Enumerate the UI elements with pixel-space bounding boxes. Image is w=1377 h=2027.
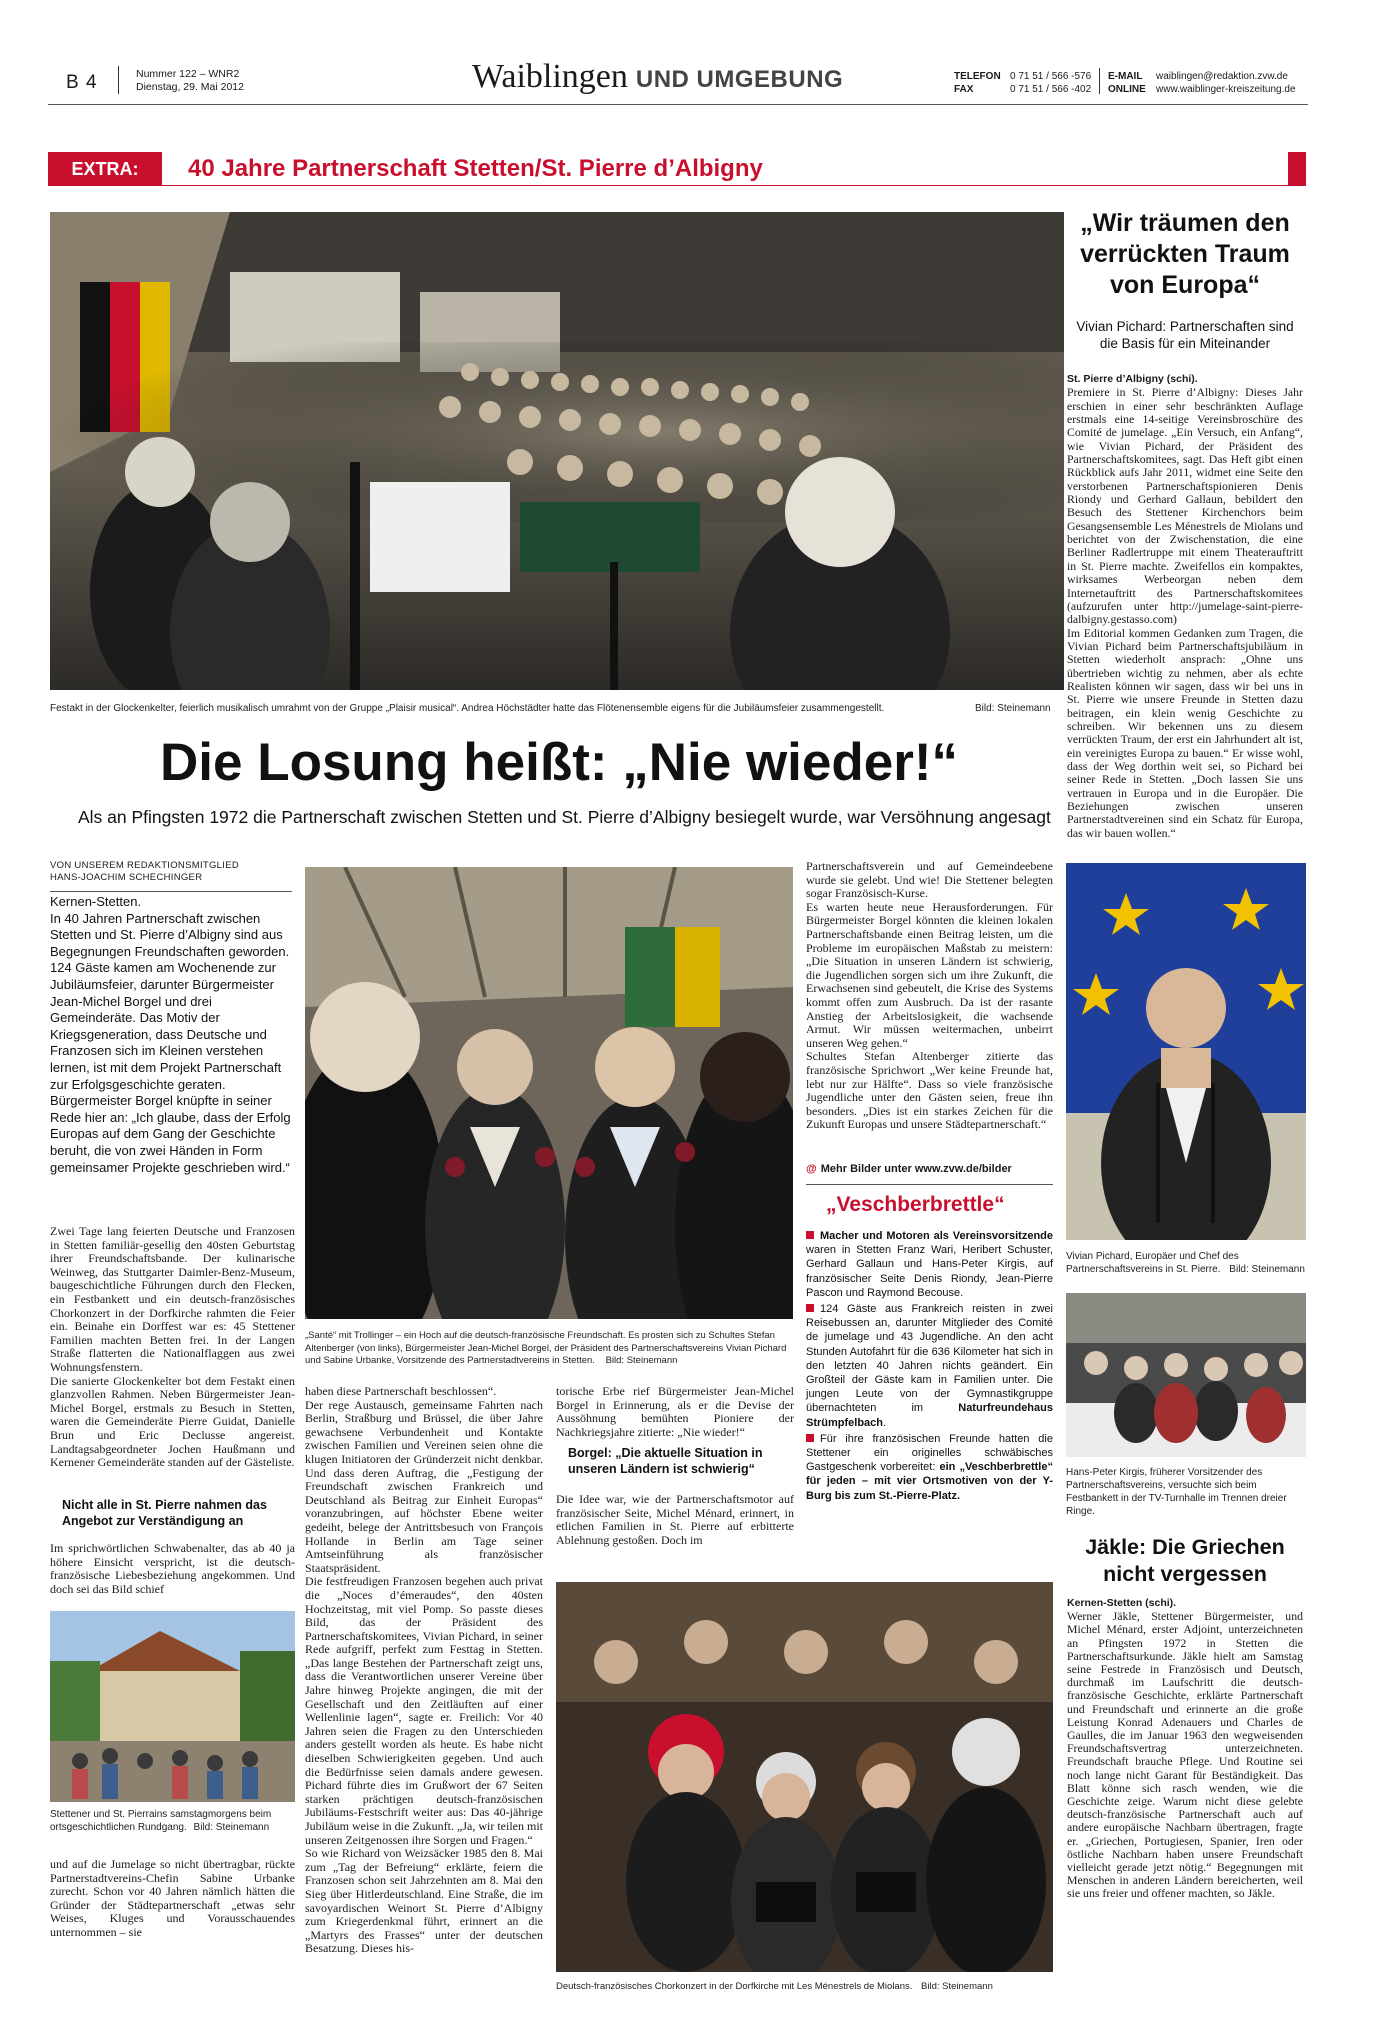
photo-chorkonzert-credit: Bild: Steinemann: [921, 1981, 993, 1992]
veschber-item-3-text: Für ihre französischen Freunde hatten die Stettener ein originelles schwäbisches Gastgeschenk vorbereitet:: [806, 1432, 1053, 1474]
main-headline: Die Losung heißt: „Nie wieder!“: [160, 733, 959, 792]
right-article-text: Premiere in St. Pierre d’Albigny: Dieses Jahr erschien in einer sehr beschränkten Auflage erstmals eine 14-seitige Vereinsbroschüre des Comité de jumelage. „Ein Versuch, ein Anfang“, wie Vivian Pichard, der Präsident des Partnerschaftskomitees, sagt. Das Heft gibt einen Rückblick aufs Jahr 2011, widmet eine Seite den verstorbenen Partnerschaftspionieren Denis Riondy und Gerhard Gallaun, bebildert den Besuch des Stettener Kirchenchors beim Gesangsensemble Les Ménestrels de Miolans und berichtet von der Zwischenstation, die eine Berliner Radlertruppe mit einem Theaterauftritt in St. Pierre machte. Zweifellos ein kompaktes, wirksames Werbeorgan neben dem Internetauftritt des Partnerschaftskomitees (aufzurufen unter http://jumelage-saint-pierre-dalbigny.gestasso.com) Im Editorial kommen Gedanken zum Tragen, die Vivian Pichard beim Partnerschaftsjubiläum in Stetten wiederholt ansprach: „Ohne uns übertrieben wichtig zu nehmen, aber als echte Realisten können wir sagen, dass wir bei uns in St. Pierre wie unsere Freunde in Stetten dazu beitragen, ein klein wenig Geschichte zu schreiben. Wir bekennen uns zu diesem verrückten Traum, der erst ein Jahrhundert alt ist, ein vereinigtes Europa zu bauen.“ Er wisse wohl, dass der Weg dorthin weit sei, so Pichard bei seiner Rede in Stetten. „Doch lassen Sie uns vertrauen in Europa und in die Europäer. Die Beziehungen zwischen unseren Partnerstadtvereinen sind ein Schatz für Europa, das wir bauen wollen.“: [1067, 385, 1303, 840]
right-article: [1067, 372, 1303, 840]
header-divider-2: [1099, 68, 1100, 94]
photo-pichard-caption-text: Vivian Pichard, Europäer und Chef des Partnerschaftsvereins in St. Pierre.: [1066, 1251, 1239, 1275]
col4-text: Partnerschaftsverein und auf Gemeindeebene wurde sie gelebt. Und wie! Die Stettener belegten sogar Französisch-Kurse. Es warten heute neue Herausforderungen. Für Bürgermeister Borgel könnten die kleinen lokalen Partnerschaftsbande einen Beitrag leisten, um die Probleme im europäischen Maßstab zu meistern: „Die Situation in unseren Ländern ist schwierig, die Jugendlichen sorgen sich um ihre Zukunft, die Erwachsenen sind gebeutelt, die Krise des Systems kommt offen zum Ausbruch. Da ist der rasante Anstieg der Arbeitslosigkeit, die wachsende Armut. Wir müssen weitermachen, unbeirrt unseren Weg gehen.“ Schultes Stefan Altenberger zitierte das französische Sprichwort „Wer keine Freunde hat, lebt nur zur Hälfte“. Dass so viele französische Jugendliche unter den Gästen seien, freue ihn besonders. „Dies ist ein starkes Zeichen für die Zukunft Europas und unsere Städtepartnerschaft.“: [806, 859, 1053, 1132]
col3-text-a: torische Erbe rief Bürgermeister Jean-Michel Borgel in Erinnerung, als er die Devise der Aussöhnung bemühten Pioniere der Nachkriegsjahre zitierte: „Nie wieder!“: [556, 1384, 794, 1439]
photo-kirgis-caption: Hans-Peter Kirgis, früherer Vorsitzender des Partnerschaftsvereins, versuchte sich beim Festbankett in der TV-Turnhalle im Trennen dreier Ringe.: [1066, 1467, 1287, 1517]
photo-rundgang: [50, 1611, 295, 1802]
contact-block: [954, 70, 1120, 96]
more-pictures-link[interactable]: [806, 1162, 1053, 1176]
photo-chorkonzert-caption: [556, 1980, 1053, 1993]
main-photo-credit: Bild: Steinemann: [975, 703, 1051, 714]
photo-pichard: [1066, 863, 1306, 1240]
fax-value: 0 71 51 / 566 -402: [1010, 84, 1092, 95]
contact-block-2: [1108, 70, 1296, 96]
photo-kirgis-image: [1066, 1293, 1306, 1457]
bullet-square-icon: [806, 1434, 814, 1442]
at-icon: @: [806, 1163, 817, 1175]
header-divider-1: [118, 66, 119, 94]
veschber-item-1-text: waren in Stetten Franz Wari, Heribert Schuster, Gerhard Gallaun und Hans-Peter Kirgis, auf französischer Seite Denis Riondy, Jean-Pierre Pascon und Raymond Becouse.: [806, 1244, 1053, 1299]
photo-sante: [305, 867, 793, 1319]
photo-rundgang-caption-text: Stettener und St. Pierrains samstagmorgens beim ortsgeschichtlichen Rundgang.: [50, 1809, 272, 1833]
col1-text-b: Im sprichwörtlichen Schwabenalter, das ab 40 ja höhere Einsicht verspricht, ist die deutsch-französische Liebesbeziehung angekommen. Und doch sei das Bild schief: [50, 1541, 295, 1596]
issue-info: [136, 68, 244, 94]
jaekle-headline: Jäkle: Die Griechen nicht vergessen: [1085, 1535, 1285, 1586]
photo-sante-image: [305, 867, 793, 1319]
photo-rundgang-credit: Bild: Steinemann: [193, 1822, 270, 1833]
banner-title: 40 Jahre Partnerschaft Stetten/St. Pierre d’Albigny: [188, 155, 763, 182]
col1-text-a: Zwei Tage lang feierten Deutsche und Franzosen in Stetten familiär-gesellig den 40sten Geburtstag ihrer Freundschaftsbande. Der kulinarische Weinweg, das Stuttgarter Daimler-Benz-Museum, baugeschichtliche Führungen durch den Flecken, ein Festbankett und ein deutsch-französisches Chorkonzert in der Dorfkirche rahmten die Feier ein. Beinahe ein Dorffest war es: 45 Stettener Familien machten Betten frei. In der Langen Straße flatterten die Nationalflaggen aus zwei Wohnungsfenstern. Die sanierte Glockenkelter bot dem Festakt einen glanzvollen Rahmen. Neben Bürgermeister Jean-Michel Borgel, erstmals zu Besuch in Stetten, waren die Gemeinderäte Pierre Guidat, Danielle Brun und Eric Declusse angereist. Landtagsabgeordneter Jochen Haußmann und Kernener Gemeinderäte standen auf der Gästeliste.: [50, 1224, 295, 1470]
banner-underline: [162, 185, 1288, 186]
photo-rundgang-image: [50, 1611, 295, 1802]
main-photo-festakt: [50, 212, 1064, 690]
byline-line2: HANS-JOACHIM SCHECHINGER: [50, 872, 203, 883]
telefon-value: 0 71 51 / 566 -576: [1010, 71, 1092, 82]
telefon-label: TELEFON: [954, 71, 1001, 82]
byline: [50, 860, 300, 884]
veschber-item-1: [806, 1229, 1053, 1300]
col1-text-c: und auf die Jumelage so nicht übertragbar, rückte Partnerstadtvereins-Chefin Sabine Urbanke zurecht. Schon vor 40 Jahren nämlich hätten die Gründer der Städtepartnerschaft „etwas sehr Weises, Kluges und Vorausschauendes unternommen – sie: [50, 1857, 295, 1939]
photo-chorkonzert-image: [556, 1582, 1053, 1972]
banner-end-bar: [1288, 152, 1306, 186]
fax-label: FAX: [954, 84, 974, 95]
online-value[interactable]: www.waiblinger-kreiszeitung.de: [1156, 84, 1296, 95]
photo-chorkonzert: [556, 1582, 1053, 1972]
email-value[interactable]: waiblingen@redaktion.zvw.de: [1156, 71, 1288, 82]
veschber-item-1-bold: Macher und Motoren als Vereinsvorsitzende: [820, 1230, 1053, 1242]
col3-text-b: Die Idee war, wie der Partnerschaftsmotor auf französischer Seite, Michel Ménard, erinnert, in etlichen Familien in St. Pierre auf erbitterte Ablehnung gestoßen. Doch im: [556, 1492, 794, 1547]
right-subheadline: Vivian Pichard: Partnerschaften sind die Basis für ein Miteinander: [1076, 319, 1294, 351]
main-photo-caption: Festakt in der Glockenkelter, feierlich musikalisch umrahmt von der Gruppe „Plaisir musical“. Andrea Höchstädter hatte das Flötenensemble eigens für die Jubiläumsfeier zusammengestellt.: [50, 703, 885, 714]
bullet-square-icon: [806, 1231, 814, 1239]
veschber-item-2: [806, 1302, 1053, 1430]
more-pictures-text[interactable]: Mehr Bilder unter www.zvw.de/bilder: [820, 1163, 1012, 1175]
main-subheadline: Als an Pfingsten 1972 die Partnerschaft zwischen Stetten und St. Pierre d’Albigny besiegelt wurde, war Versöhnung angesagt: [78, 807, 1051, 827]
byline-rule: [50, 891, 292, 892]
photo-rundgang-caption: [50, 1808, 295, 1834]
online-label: ONLINE: [1108, 84, 1146, 95]
photo-chorkonzert-caption-text: Deutsch-französisches Chorkonzert in der Dorfkirche mit Les Ménestrels de Miolans.: [556, 1981, 913, 1992]
veschber-item-2-text: 124 Gäste aus Frankreich reisten in zwei Reisebussen an, darunter Mitglieder des Comité de jumelage und 43 Jugendliche. An den acht Stunden Autofahrt für die 636 Kilometer hat sich in den letzten 40 Jahren nichts geändert. Ein Großteil der Gäste kam in Familien unter. Die jungen Leute von der Gymnastikgruppe übernachteten im: [806, 1303, 1053, 1415]
veschber-item-3-bold: ein „Veschberbrettle“ für jeden – mit vier Ortsmotiven von der Y-Burg bis zum St.-Pierre-Platz.: [806, 1461, 1053, 1502]
photo-sante-caption: [305, 1330, 795, 1368]
photo-kirgis: [1066, 1293, 1306, 1457]
jaekle-dateline: Kernen-Stetten (schi).: [1067, 1597, 1177, 1609]
byline-line1: VON UNSEREM REDAKTIONSMITGLIED: [50, 860, 239, 871]
veschber-item-2-bold: Naturfreundehaus Strümpfelbach: [806, 1402, 1053, 1429]
veschber-title: „Veschberbrettle“: [826, 1193, 1005, 1216]
photo-pichard-credit: Bild: Steinemann: [1229, 1264, 1305, 1275]
veschber-item-2-end: .: [883, 1416, 887, 1429]
issue-number: Nummer 122 – WNR2: [136, 68, 240, 80]
section-title-sub: UND UMGEBUNG: [635, 66, 844, 93]
section-title: [472, 58, 843, 96]
bullet-square-icon: [806, 1304, 814, 1312]
header-rule: [48, 104, 1308, 105]
photo-pichard-image: [1066, 863, 1306, 1240]
section-title-main: Waiblingen: [472, 58, 628, 95]
lead-paragraph: Kernen-Stetten. In 40 Jahren Partnerschaft zwischen Stetten und St. Pierre d’Albigny sind aus Begegnungen Freundschaften geworden. 124 Gäste kamen am Wochenende zur Jubiläumsfeier, darunter Bürgermeister Jean-Michel Borgel und drei Gemeinderäte. Das Motiv der Kriegsgeneration, dass Deutsche und Franzosen sich im Kleinen verstehen lernen, ist mit dem Projekt Partnerschaft zur Erfolgsgeschichte geraten. Bürgermeister Borgel knüpfte in seiner Rede hier an: „Ich glaube, dass der Erfolg Europas auf dem Gang der Geschichte beruht, die von zwei Händen in Form gemeinsamer Projekte geschrieben wird.“: [50, 894, 291, 1175]
veschber-item-3: [806, 1432, 1053, 1503]
photo-pichard-caption: [1066, 1250, 1306, 1276]
right-headline: „Wir träumen den verrückten Traum von Europa“: [1080, 209, 1290, 299]
photo-sante-credit: Bild: Steinemann: [605, 1355, 678, 1366]
right-dateline: St. Pierre d’Albigny (schi).: [1067, 373, 1198, 385]
col2-text: haben diese Partnerschaft beschlossen“. Der rege Austausch, gemeinsame Fahrten nach Berlin, Straßburg und Brüssel, die über Jahre gewachsene Verbundenheit und Kontakte zwischen Familien und Vereinen seien ohne die klugen Initiatoren der Gründerzeit nicht denkbar. Und dass deren Auftrag, die „Festigung der Freundschaft zwischen Frankreich und Deutschland als Beitrag zur Einheit Europas“ voranzubringen, auf höchster Ebene weiter gedeiht, belege der Antrittsbesuch von François Hollande in Berlin am Tage seiner Amtseinführung als französischer Staatspräsident. Die festfreudigen Franzosen begehen auch privat die „Noces d’émeraudes“, den 40sten Hochzeitstag, mit viel Pomp. So passte dieses Bild, das der Präsident des Partnerschaftskomitees, Vivian Pichard, in seiner Rede aufgriff, perfekt zum Festtag in Stetten. „Das lange Bestehen der Partnerschaft zeigt uns, dass die Verantwortlichen unserer Vereine über Jahre hinweg Projekte angingen, die mit der Gesellschaft und den Zeitläuften auf einer Wellenlinie lagen“, sagte er. Freilich: Vor 40 Jahren seien die Fragen zu den Unterschieden anders gestellt worden als heute. Es habe nicht dieselben Schwierigkeiten gegeben. Und auch die Bedürfnisse seien damals andere gewesen. Pichard führte dies im Grußwort der 67 Seiten starken prächtigen deutsch-französischen Jubiläums-Festschrift weiter aus: Das 40-jährige Jubiläum weise in die Zukunft. „Ja, wir teilen mit unseren Zeitgenossen ihre Sorgen und Fragen.“ So wie Richard von Weizsäcker 1985 den 8. Mai zum „Tag der Befreiung“ erklärte, feiern die Franzosen schon seit Jahrzehnten am 8. Mai den Sieg über Hitlerdeutschland. Eine Straße, die im savoyardischen Weinort St. Pierre d’Albigny zum Kriegerdenkmal führt, erinnert an die „Martyrs des Frasses“ unter der deutschen Besatzung. Dieses his-: [305, 1384, 543, 1956]
extra-banner: [48, 152, 1306, 186]
issue-date: Dienstag, 29. Mai 2012: [136, 81, 244, 93]
email-label: E-MAIL: [1108, 71, 1143, 82]
page-number: B 4: [66, 72, 98, 93]
jaekle-article: [1067, 1596, 1303, 1901]
main-photo-image: [50, 212, 1064, 690]
col1-subhead: Nicht alle in St. Pierre nahmen das Angebot zur Verständigung an: [62, 1498, 267, 1528]
photo-sante-caption-text: „Santé“ mit Trollinger – ein Hoch auf die deutsch-französische Freundschaft. Es prosten sich zu Schultes Stefan Altenberger (von links), Bürgermeister Jean-Michel Borgel, der Präsident des Partnerschaftsvereins Vivian Pichard und Sabine Urbanke, Vorsitzende des Partnerstadtvereins in Stetten.: [305, 1330, 787, 1366]
col4-rule: [806, 1184, 1053, 1185]
veschber-list: [806, 1229, 1053, 1503]
extra-label: EXTRA:: [48, 152, 162, 186]
jaekle-article-text: Werner Jäkle, Stettener Bürgermeister, und Michel Ménard, erster Adjoint, unterzeichneten an Pfingsten 1972 in Stetten die Partnerschaftsurkunde. Jäkle hielt am Samstag seine Festrede in Französisch und Deutsch, durchmaß im Laufschritt die deutsch-französische Geschichte, erklärte Partnerschaft und Freundschaft und erinnerte an die große Leistung Konrad Adenauers und Charles de Gaulles, die im Januar 1963 den wegweisenden Freundschaftsvertrag unterzeichneten. Freundschaft brauche Pflege. Und Routine sei noch lange nicht Garant für Beständigkeit. Das Blatt könne sich rasch wenden, wie die Geschichte zeige. Warum nicht diese gelebte deutsch-französische Partnerschaft auch auf andere europäische Nachbarn übertragen, fragte er. „Griechen, Portugiesen, Spanier, Iren oder östliche Nachbarn haben unsere Freundschaft vielleicht gerade jetzt nötig.“ Begegnungen mit Menschen in anderen Ländern bereicherten, weil sie uns freier und offener machten, so Jäkle.: [1067, 1609, 1303, 1901]
col3-subhead: Borgel: „Die aktuelle Situation in unseren Ländern ist schwierig“: [568, 1446, 763, 1476]
